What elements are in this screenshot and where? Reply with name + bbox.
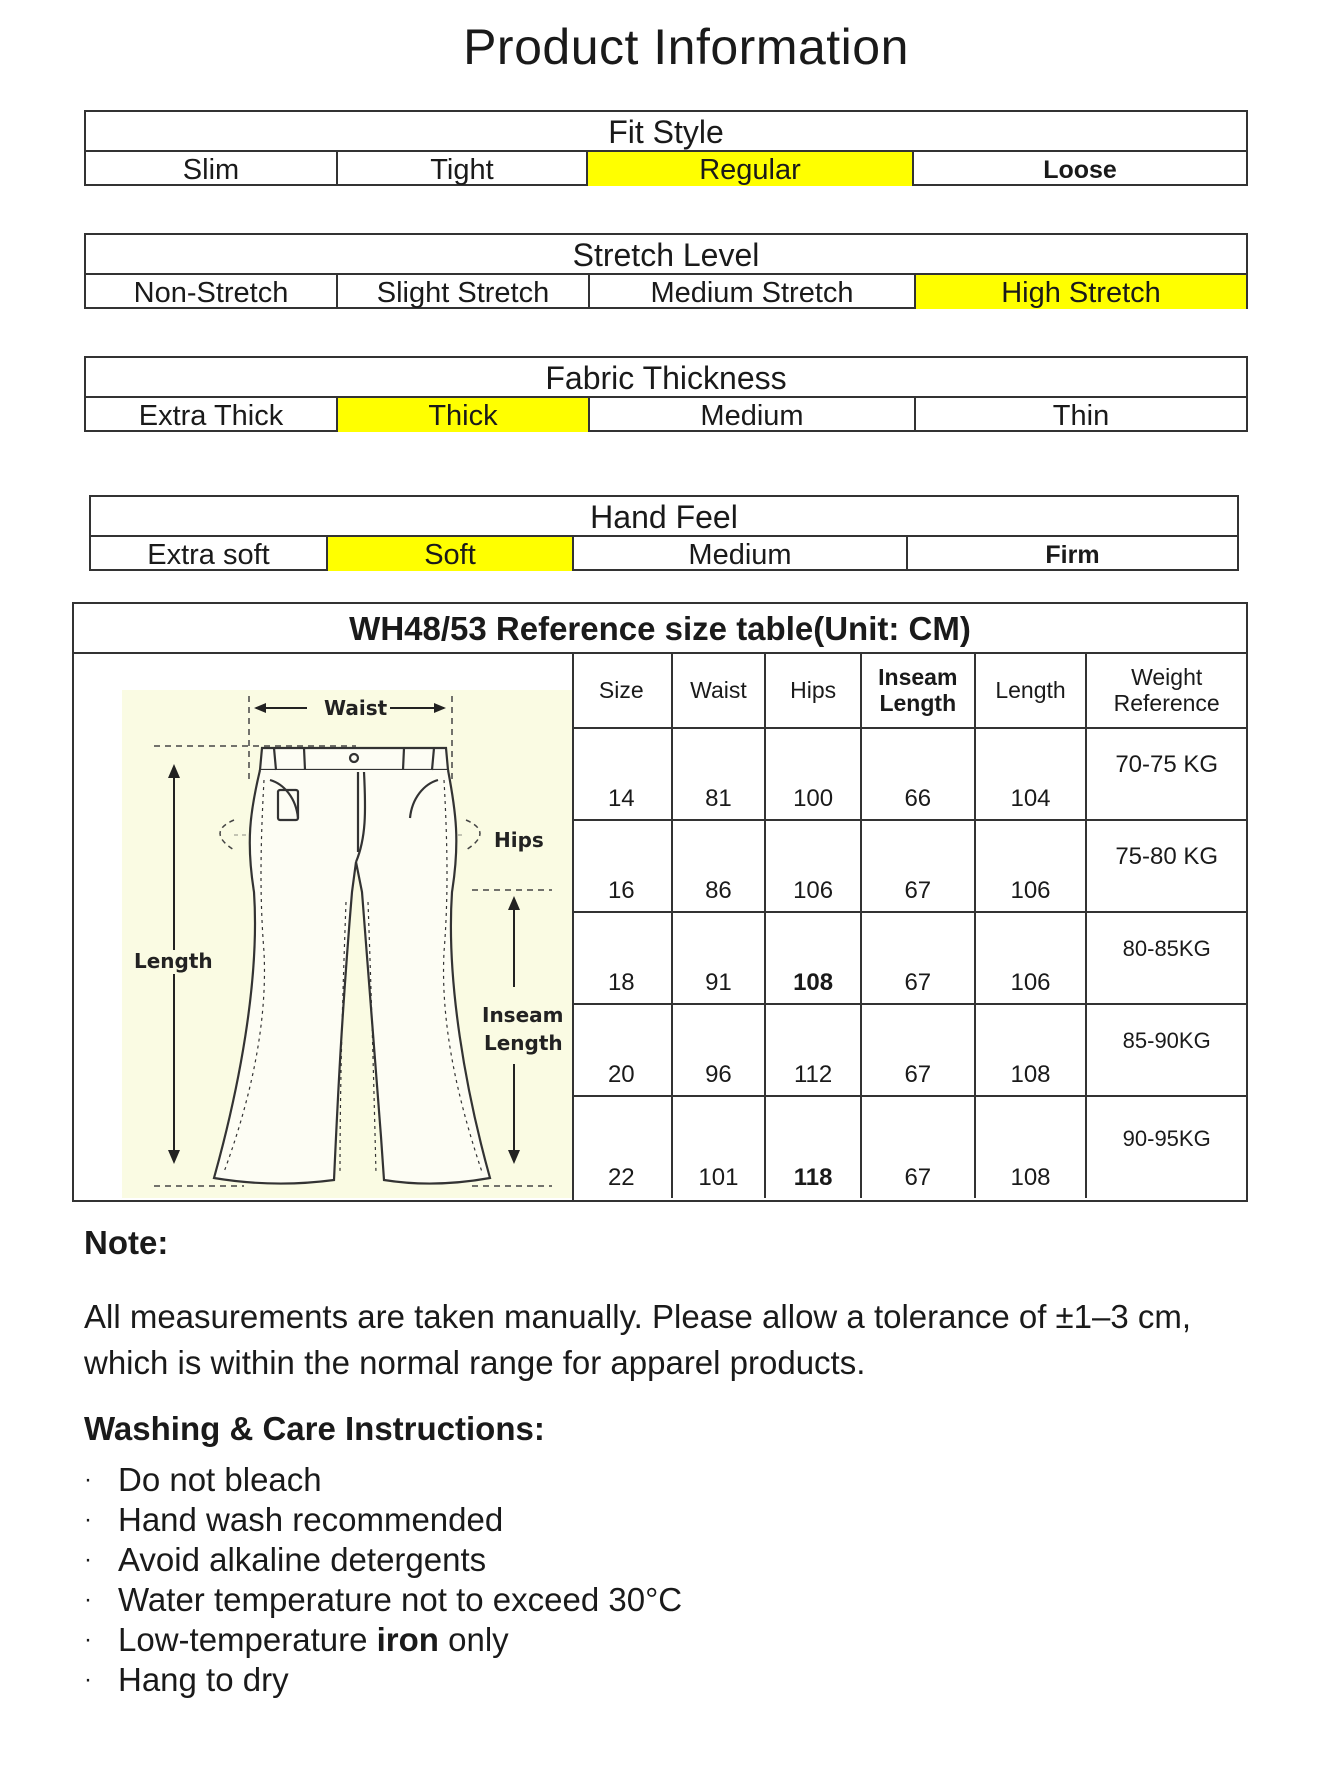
cell-length: 108 [975,1004,1087,1096]
care-heading: Washing & Care Instructions: [84,1410,545,1447]
waist-label: Waist [324,696,388,720]
list-item: · Low-temperature iron only [84,1621,509,1658]
cell-inseam: 66 [861,728,975,820]
cell-waist: 96 [672,1004,766,1096]
cell-length: 106 [975,820,1087,912]
cell-hips: 100 [765,728,861,820]
thickness-option-thick: Thick [338,398,590,432]
header-weight: Weight Reference [1086,652,1246,728]
header-size: Size [572,652,672,728]
fit-option-slim: Slim [86,152,338,186]
cell-weight: 85-90KG [1086,1004,1246,1096]
cell-weight: 80-85KG [1086,912,1246,1004]
feel-option-firm: Firm [1045,541,1100,569]
stretch-option-high: High Stretch [916,275,1246,309]
list-item: · Do not bleach [84,1461,322,1498]
pants-diagram [74,652,574,1200]
cell-hips: 118 [765,1096,861,1198]
cell-weight: 70-75 KG [1086,728,1246,820]
hand-feel-block [89,495,1239,571]
cell-length: 108 [975,1096,1087,1198]
table-row [572,820,1246,912]
table-row [572,1004,1246,1096]
fit-option-tight: Tight [338,152,588,186]
hips-label: Hips [494,828,544,852]
care-item-iron-word: iron [376,1621,439,1658]
size-header-row [572,652,1246,728]
cell-hips: 108 [765,912,861,1004]
thickness-option-medium: Medium [590,398,916,432]
care-item-text: Hand wash recommended [118,1501,504,1538]
stretch-option-non-stretch: Non-Stretch [86,275,338,309]
list-item: · Hang to dry [84,1661,289,1698]
care-item-suffix: only [448,1621,509,1658]
pants-diagram-svg [74,652,574,1200]
note-heading: Note: [84,1224,169,1261]
cell-inseam: 67 [861,1096,975,1198]
list-item: · Hand wash recommended [84,1501,504,1538]
header-hips: Hips [765,652,861,728]
size-chart [572,652,1246,1198]
stretch-level-block [84,233,1248,309]
cell-hips: 106 [765,820,861,912]
fabric-thickness-block [84,356,1248,432]
fit-option-regular: Regular [588,152,914,186]
cell-size: 22 [572,1096,672,1198]
cell-inseam: 67 [861,820,975,912]
cell-size: 16 [572,820,672,912]
thickness-option-thin: Thin [1052,400,1110,432]
cell-inseam: 67 [861,912,975,1004]
table-row [572,1096,1246,1198]
care-item-text: Low-temperature [118,1621,368,1658]
feel-option-medium: Medium [574,537,908,571]
cell-hips: 112 [765,1004,861,1096]
cell-weight: 75-80 KG [1086,820,1246,912]
care-item-text: Do not bleach [118,1461,322,1498]
fit-style-heading: Fit Style [86,112,1246,152]
header-waist: Waist [672,652,766,728]
cell-size: 18 [572,912,672,1004]
page-title: Product Information [463,19,909,75]
note-text: All measurements are taken manually. Please allow a tolerance of ±1–3 cm, which is within the normal range for apparel products. [84,1298,1192,1381]
fabric-thickness-heading: Fabric Thickness [86,358,1246,398]
inseam-label-2: Length [484,1031,563,1055]
cell-size: 20 [572,1004,672,1096]
table-row [572,728,1246,820]
care-list [84,1460,682,1700]
cell-waist: 91 [672,912,766,1004]
cell-length: 106 [975,912,1087,1004]
stretch-level-heading: Stretch Level [86,235,1246,275]
size-table-title: WH48/53 Reference size table(Unit: CM) [74,604,1246,654]
fit-style-block [84,110,1248,186]
cell-waist: 86 [672,820,766,912]
stretch-option-slight: Slight Stretch [338,275,590,309]
cell-size: 14 [572,728,672,820]
care-item-text: Hang to dry [118,1661,289,1698]
length-label: Length [134,949,213,973]
table-row [572,912,1246,1004]
inseam-label-1: Inseam [482,1003,564,1027]
thickness-option-extra-thick: Extra Thick [86,398,338,432]
list-item: · Water temperature not to exceed 30°C [84,1581,683,1618]
header-inseam: Inseam Length [861,652,975,728]
header-length: Length [975,652,1087,728]
fit-option-loose: Loose [1043,156,1117,184]
cell-inseam: 67 [861,1004,975,1096]
feel-option-soft: Soft [328,537,574,571]
cell-waist: 101 [672,1096,766,1198]
list-item: · Avoid alkaline detergents [84,1541,487,1578]
cell-waist: 81 [672,728,766,820]
care-item-text: Avoid alkaline detergents [118,1541,487,1578]
hand-feel-heading: Hand Feel [91,497,1237,537]
cell-length: 104 [975,728,1087,820]
cell-weight: 90-95KG [1086,1096,1246,1198]
feel-option-extra-soft: Extra soft [91,537,328,571]
care-item-text: Water temperature not to exceed 30°C [118,1581,683,1618]
stretch-option-medium: Medium Stretch [590,275,916,309]
size-table-block [72,602,1248,1202]
